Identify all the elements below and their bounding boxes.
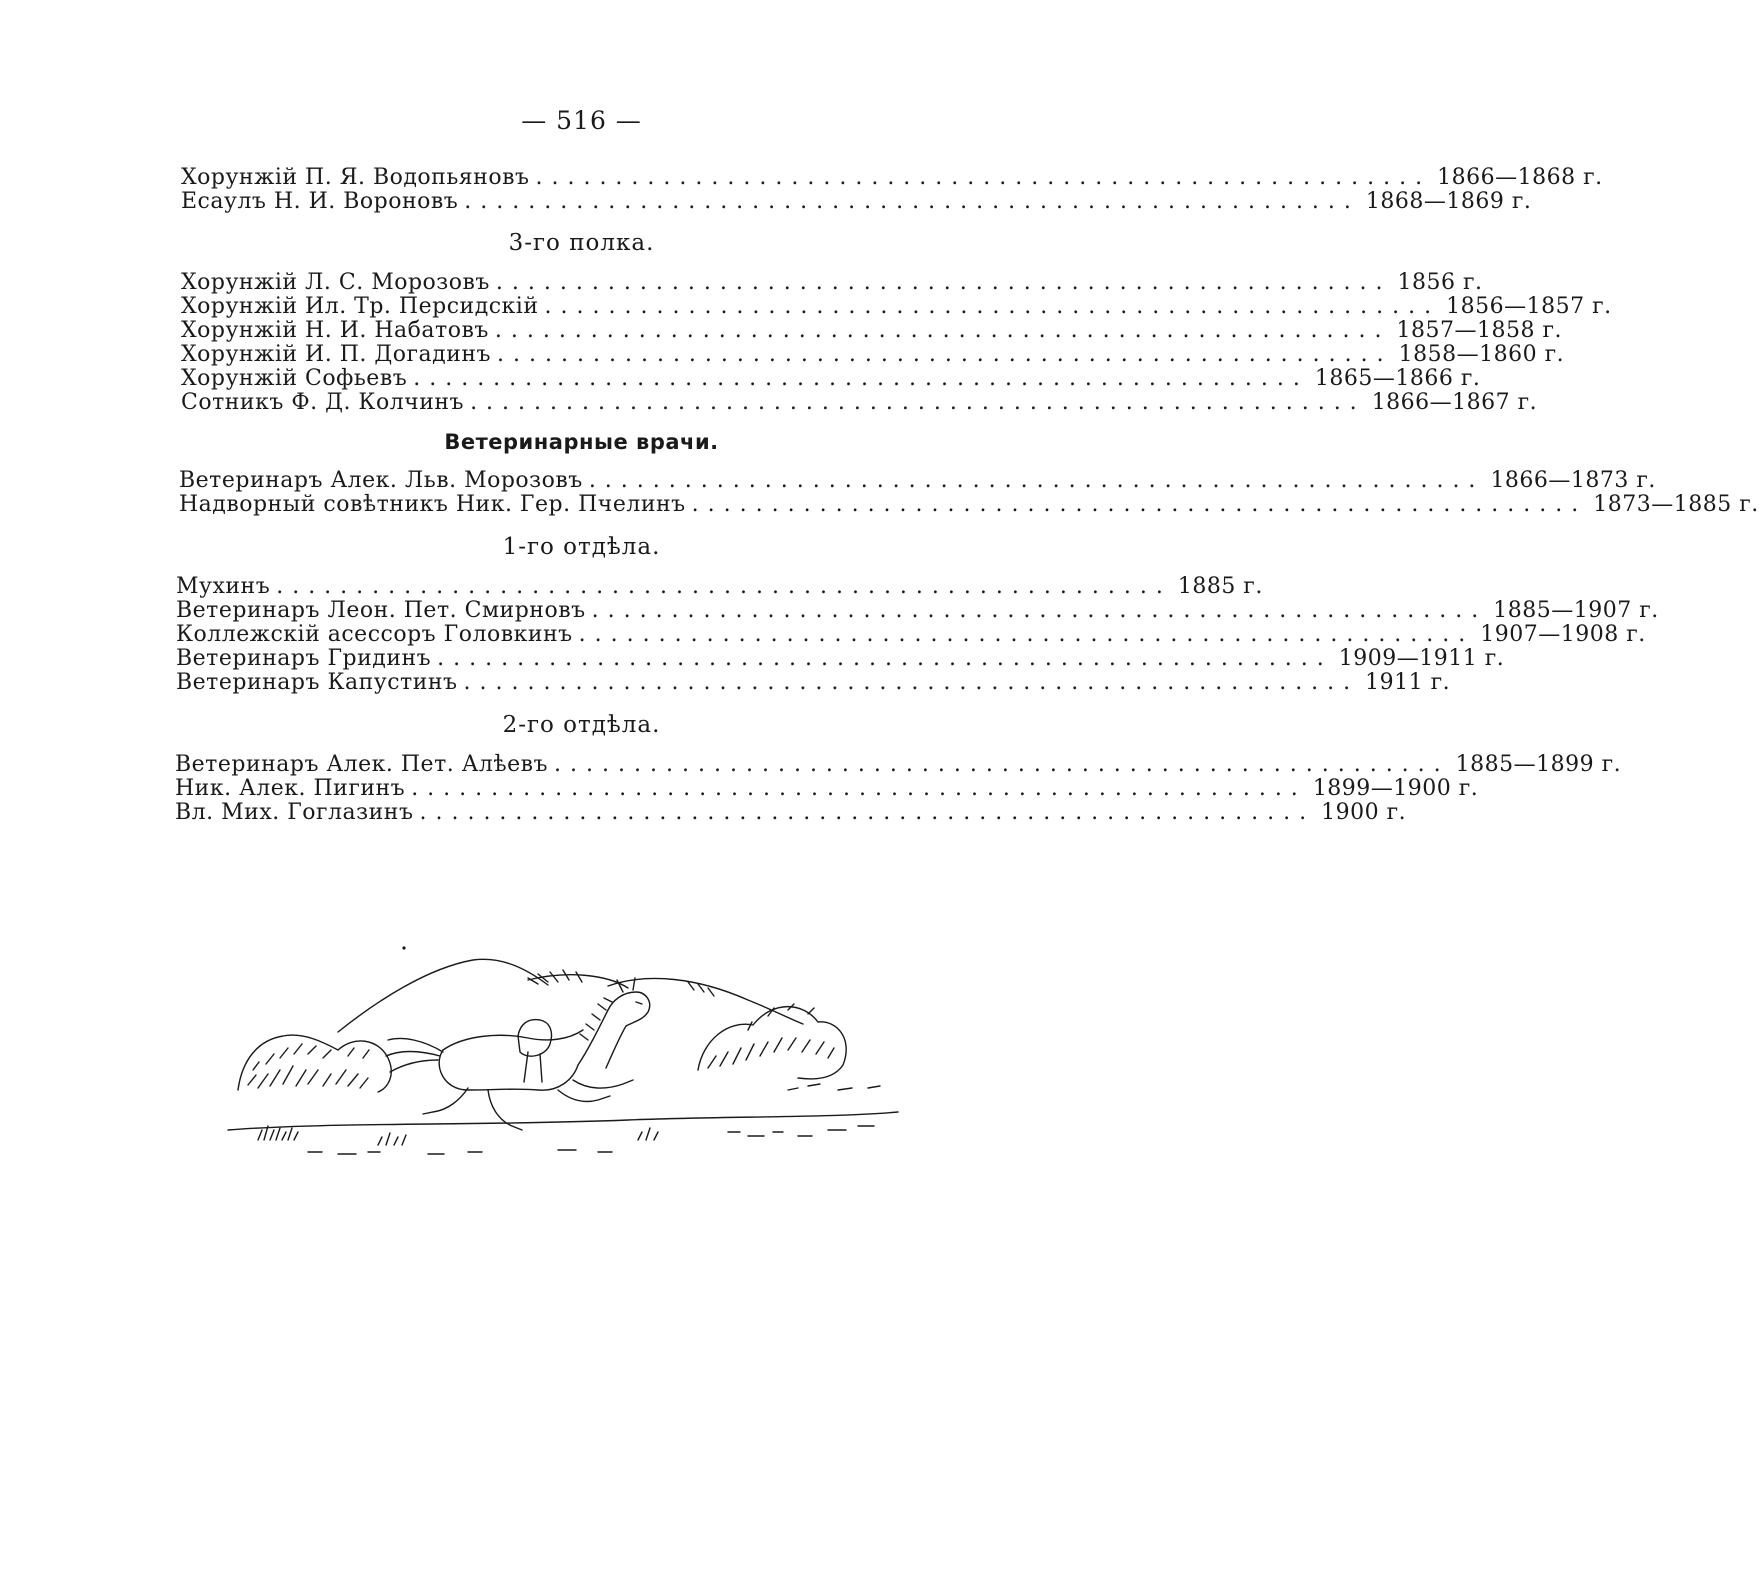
entry-years: 1885—1907 г.	[1493, 598, 1659, 623]
entry-name: Ветеринаръ Капустинъ	[176, 670, 458, 695]
section-heading: 2-го отдѣла.	[502, 712, 661, 738]
entry-name: Сотникъ Ф. Д. Колчинъ	[181, 390, 465, 415]
leader-dots: ........................................................	[419, 800, 1316, 825]
leader-dots: ........................................................	[691, 492, 1588, 517]
entry-years: 1866—1873 г.	[1490, 468, 1656, 493]
leader-dots: ........................................................	[578, 622, 1475, 647]
leader-dots: ........................................................	[437, 646, 1333, 671]
entry-name: Вл. Мих. Гоглазинъ	[175, 800, 414, 825]
entry-years: 1911 г.	[1365, 670, 1451, 695]
entry-name: Хорунжій П. Я. Водопьяновъ	[181, 165, 530, 190]
list-item	[176, 622, 1646, 648]
list-item	[175, 800, 1407, 826]
entry-years: 1900 г.	[1321, 800, 1407, 825]
entry-years: 1899—1900 г.	[1312, 776, 1479, 801]
list-item	[181, 189, 1532, 215]
entry-name: Хорунжій И. П. Догадинъ	[181, 342, 492, 367]
leader-dots: ........................................................	[588, 468, 1485, 493]
section-heading: 1-го отдѣла.	[502, 534, 661, 560]
entry-name: Коллежскій асессоръ Головкинъ	[176, 622, 573, 647]
page-number: — 516 —	[521, 106, 642, 135]
entry-years: 1865—1866 г.	[1314, 366, 1481, 391]
leader-dots: ........................................................	[535, 165, 1432, 190]
entry-years: 1909—1911 г.	[1338, 646, 1505, 671]
leader-dots: ........................................................	[495, 270, 1392, 295]
list-item	[181, 390, 1538, 416]
list-item	[176, 574, 1263, 600]
entry-name: Ник. Алек. Пигинъ	[175, 776, 406, 801]
leader-dots: ........................................................	[544, 294, 1441, 319]
entry-name: Хорунжій Ил. Тр. Персидскій	[181, 294, 539, 319]
list-item	[179, 492, 1759, 518]
entry-years: 1907—1908 г.	[1480, 622, 1646, 647]
list-item	[181, 270, 1483, 296]
leader-dots: ........................................................	[276, 574, 1172, 599]
leader-dots: ........................................................	[464, 189, 1360, 214]
list-item	[181, 318, 1562, 344]
entry-name: Есаулъ Н. И. Вороновъ	[181, 189, 459, 214]
leader-dots: ........................................................	[497, 342, 1393, 367]
entry-years: 1866—1868 г.	[1437, 165, 1603, 190]
entry-name: Хорунжій Л. С. Морозовъ	[181, 270, 490, 295]
entry-years: 1873—1885 г.	[1593, 492, 1759, 517]
entry-name: Ветеринаръ Алек. Пет. Алѣевъ	[175, 752, 549, 777]
leader-dots: ........................................................	[554, 752, 1450, 777]
entry-name: Ветеринаръ Гридинъ	[176, 646, 432, 671]
entry-name: Хорунжій Н. И. Набатовъ	[181, 318, 489, 343]
entry-years: 1885—1899 г.	[1455, 752, 1622, 777]
entry-name: Ветеринаръ Алек. Льв. Морозовъ	[179, 468, 583, 493]
entry-name: Ветеринаръ Леон. Пет. Смирновъ	[176, 598, 586, 623]
list-item	[175, 752, 1622, 778]
entry-years: 1868—1869 г.	[1365, 189, 1532, 214]
entry-years: 1858—1860 г.	[1398, 342, 1565, 367]
entry-years: 1857—1858 г.	[1396, 318, 1562, 343]
list-item	[181, 342, 1565, 368]
list-item	[175, 776, 1479, 802]
galloping-horse-engraving-icon	[228, 940, 898, 1162]
leader-dots: ........................................................	[463, 670, 1360, 695]
leader-dots: ........................................................	[591, 598, 1488, 623]
entry-name: Хорунжій Софьевъ	[181, 366, 408, 391]
leader-dots: ........................................................	[411, 776, 1307, 801]
section-heading: Ветеринарные врачи.	[444, 430, 719, 454]
list-item	[181, 165, 1603, 191]
entry-years: 1885 г.	[1177, 574, 1263, 599]
list-item	[181, 294, 1612, 320]
list-item	[176, 646, 1505, 672]
entry-years: 1866—1867 г.	[1371, 390, 1538, 415]
leader-dots: ........................................................	[413, 366, 1309, 391]
section-heading: 3-го полка.	[508, 230, 655, 256]
entry-years: 1856—1857 г.	[1446, 294, 1612, 319]
entry-years: 1856 г.	[1397, 270, 1483, 295]
list-item	[176, 598, 1659, 624]
entry-name: Надворный совѣтникъ Ник. Гер. Пчелинъ	[179, 492, 686, 517]
entry-name: Мухинъ	[176, 574, 271, 599]
leader-dots: ........................................................	[470, 390, 1366, 415]
list-item	[181, 366, 1481, 392]
list-item	[179, 468, 1656, 494]
leader-dots: ........................................................	[494, 318, 1391, 343]
list-item	[176, 670, 1451, 696]
